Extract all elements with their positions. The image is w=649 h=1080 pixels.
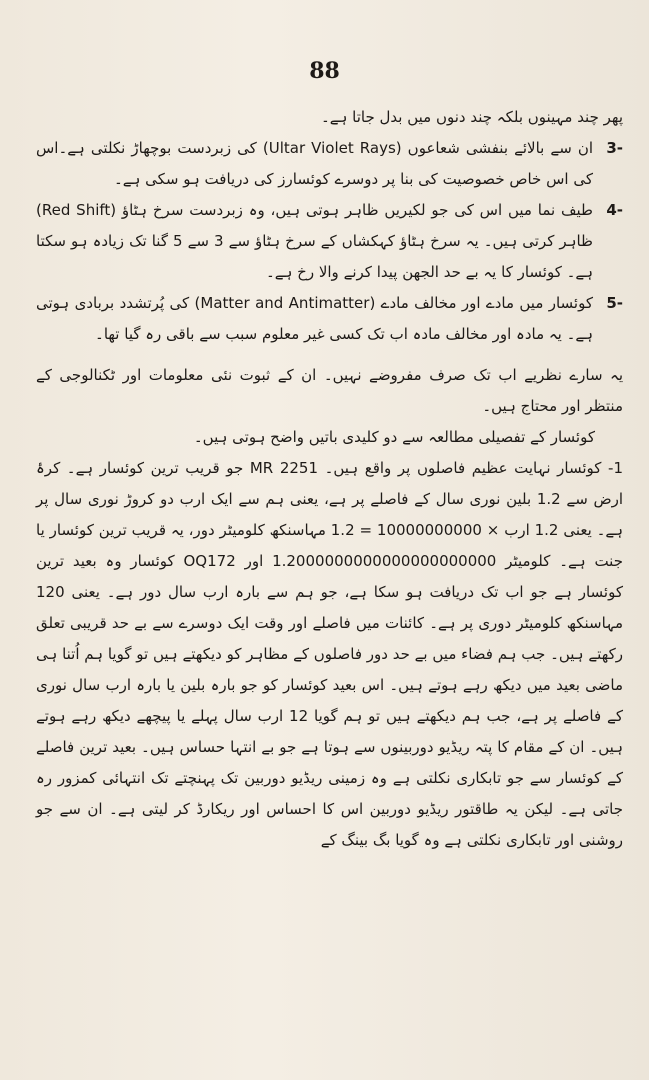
theories-paragraph: یہ سارے نظریے اب تک صرف مفروضے نہیں۔ ان کے ثبوت نئی معلومات اور ٹکنالوجی کے منتظر اور محتاج ہیں۔ <box>36 366 623 415</box>
list-item-text: طیف نما میں اس کی جو لکیریں ظاہر ہوتی ہیں، وہ زبردست سرخ ہٹاؤ (Red Shift) ظاہر کرتی ہیں۔ یہ سرخ ہٹاؤ کہکشاں کے سرخ ہٹاؤ سے 3 سے 5 گنا تک زیادہ ہو سکتا ہے۔ کوئسار کا یہ بے حد الجھن پیدا کرنے والا رخ ہے۔ <box>36 201 593 281</box>
list-number: 4- <box>606 201 623 219</box>
list-item-text: کوئسار میں مادے اور مخالف مادے (Matter and Antimatter) کی پُرتشدد بربادی ہوتی ہے۔ یہ مادہ اور مخالف مادہ اب تک کسی غیر معلوم سبب سے باقی رہ گیا تھا۔ <box>36 294 593 343</box>
list-item-5 <box>36 288 623 350</box>
list-number: 5- <box>606 294 623 312</box>
list-item-4 <box>36 195 623 288</box>
page-body <box>36 102 623 856</box>
intro-paragraph: پھر چند مہینوں بلکہ چند دنوں میں بدل جاتا ہے۔ <box>321 108 623 126</box>
list-item-3 <box>36 133 623 195</box>
distance-paragraph: 1- کوئسار نہایت عظیم فاصلوں پر واقع ہیں۔ MR 2251 جو قریب ترین کوئسار ہے۔ کرۂ ارض سے 1.2 بلین نوری سال کے فاصلے پر ہے، یعنی ہم سے ایک ارب دو کروڑ نوری سال پر ہے۔ یعنی 1.2 ارب × 10000000000 = 1.2 مہاسنکھ کلومیٹر دور، یہ قریب ترین کوئسار یا جنت ہے۔ کلومیٹر 1.2000000000000000000000 اور OQ172 کوئسار وہ بعید ترین کوئسار ہے جو اب تک دریافت ہو سکا ہے، جو ہم سے بارہ ارب سال دور ہے۔ یعنی 120 مہاسنکھ کلومیٹر دوری پر ہے۔ کائنات میں فاصلے اور وقت ایک دوسرے سے بے حد قریبی تعلق رکھتے ہیں۔ جب ہم فضاء میں بے حد دور فاصلوں کے مظاہر کو دیکھتے ہیں تو گویا ہم اُتنا ہی ماضی بعید میں دیکھ رہے ہوتے ہیں۔ اس بعید کوئسار کو جو بارہ بلین یا بارہ ارب سال نوری کے فاصلے پر ہے، جب ہم دیکھتے ہیں تو ہم گویا 12 ارب سال پہلے یا پیچھے دیکھ رہے ہوتے ہیں۔ ان کے مقام کا پتہ ریڈیو دوربینوں سے ہوتا ہے جو بے انتہا حساس ہیں۔ بعید ترین فاصلے کے کوئسار سے جو تابکاری نکلتی ہے وہ زمینی ریڈیو دوربین تک پہنچتے تک انتہائی کمزور رہ جاتی ہے۔ لیکن یہ طاقتور ریڈیو دوربین اس کا احساس اور ریکارڈ کر لیتی ہے۔ ان سے جو روشنی اور تابکاری نکلتی ہے وہ گویا بگ بینگ کے <box>36 459 624 849</box>
page-number: 88 <box>309 58 340 84</box>
list-number: 3- <box>606 139 623 157</box>
study-paragraph: کوئسار کے تفصیلی مطالعہ سے دو کلیدی باتیں واضح ہوتی ہیں۔ <box>193 428 595 446</box>
list-item-text: ان سے بالائے بنفشی شعاعوں (Ultar Violet Rays) کی زبردست بوچھاڑ نکلتی ہے۔اس کی اس خاص خصوصیت کی بنا پر دوسرے کوئسارز کی دریافت ہو سکی ہے۔ <box>36 139 594 188</box>
